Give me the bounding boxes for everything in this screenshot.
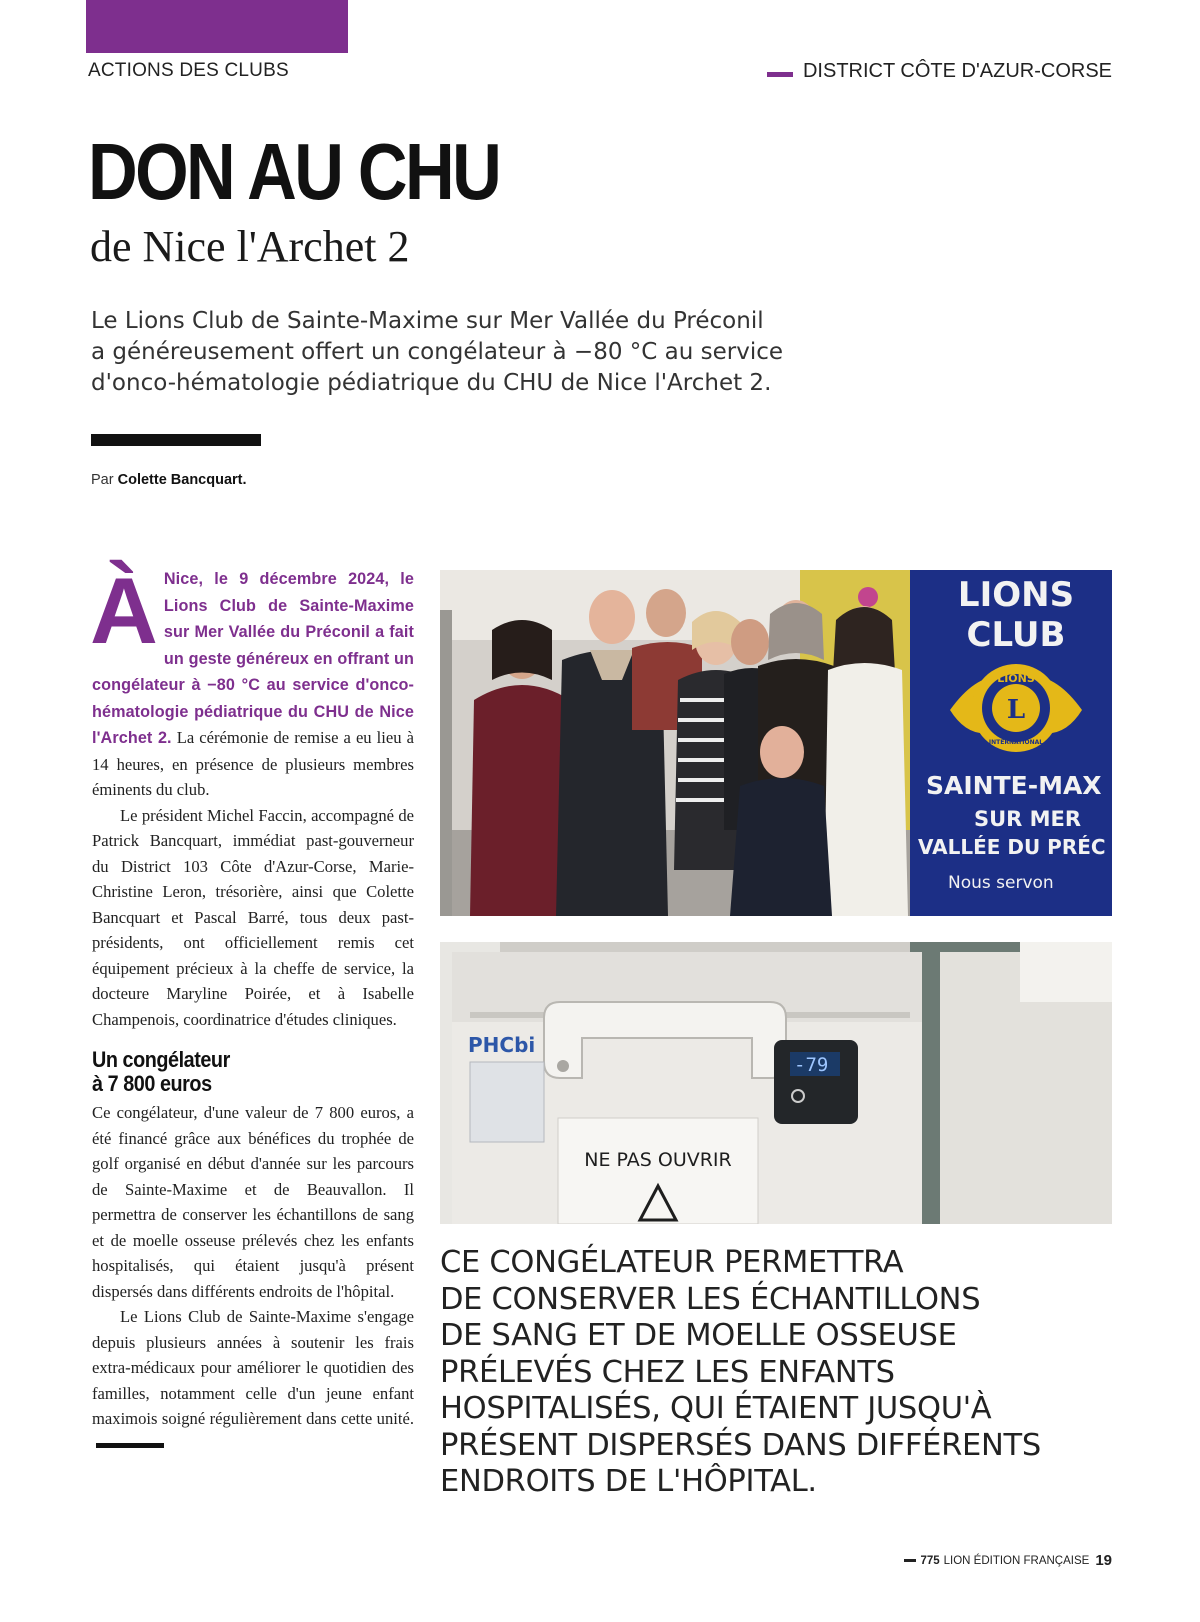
district-dash [767,72,793,77]
drop-cap: À [90,558,158,663]
intro-text: La cérémonie de remise a eu lieu à 14 heures, en présence de plusieurs membres éminents du club. [92,728,414,799]
closing-text: Le Lions Club de Sainte-Maxime s'engage depuis plusieurs années à soutenir les frais extra-médicaux pour améliorer le quotidien des familles, notamment celle d'un jeune enfant maximois soigné régulièrement dans cette unité. [92,1307,414,1428]
warning-sign [558,1118,758,1224]
group-photo [440,570,1112,916]
article-body [90,558,414,1457]
district-text: DISTRICT CÔTE D'AZUR-CORSE [802,60,1112,82]
banner-text-sur-mer: SUR MER [974,807,1082,831]
pull-quote-line: HOSPITALISÉS, QUI ÉTAIENT JUSQU'À [440,1391,992,1426]
freezer-temperature-display: -79 [794,1054,829,1076]
lead-line: a généreusement offert un congélateur à −80 °C au service [91,339,784,365]
freezer-photo-illustration [440,942,1112,1224]
body-paragraph: Ce congélateur, d'une valeur de 7 800 euros, a été financé grâce aux bénéfices du trophée de golf organisé en début d'année sur les parcours de Sainte-Maxime et de Beauvallon. Il permettra de conserver les échantillons de sang et de moelle osseuse prélevés chez les enfants hospitalisés, qui étaient jusqu'à présent dispersés dans différents endroits de l'hôpital. [92,1103,414,1301]
issue-number: 775 [920,1554,940,1567]
article-title: DON AU CHU [88,127,500,216]
lead-line: d'onco-hématologie pédiatrique du CHU de Nice l'Archet 2. [91,370,772,396]
district-label [767,60,1112,83]
subheading [92,1048,382,1096]
pull-quote-line: DE SANG ET DE MOELLE OSSEUSE [440,1318,957,1353]
article-lead [91,306,871,399]
subheading-line: Un congélateur [92,1047,230,1072]
banner-text-club: CLUB [966,615,1066,655]
freezer-brand-text: PHCbi [468,1033,536,1057]
banner-text-vallee: VALLÉE DU PRÉC [918,835,1106,859]
byline [91,472,247,488]
pull-quote-line: PRÉLEVÉS CHEZ LES ENFANTS [440,1354,895,1390]
lead-rule [91,434,261,446]
body-paragraph-last [92,1304,414,1457]
warning-sign-text: NE PAS OUVRIR [584,1149,732,1171]
page-footer [904,1552,1112,1569]
article-subtitle: de Nice l'Archet 2 [90,222,410,271]
pull-quote-line: PRÉSENT DISPERSÉS DANS DIFFÉRENTS [440,1427,1041,1463]
pull-quote-line: DE CONSERVER LES ÉCHANTILLONS [440,1281,981,1317]
byline-author: Colette Bancquart. [117,472,247,488]
emblem-letter: L [1006,695,1026,725]
freezer-photo [440,942,1112,1224]
banner-text-lions: LIONS [957,575,1075,615]
byline-prefix: Par [91,472,114,488]
publication-name: LION ÉDITION FRANÇAISE [943,1554,1090,1567]
section-label: ACTIONS DES CLUBS [88,60,289,81]
emblem-top-text: LIONS [997,672,1035,685]
emblem-bottom-text: INTERNATIONAL [988,739,1044,746]
footer-dash [904,1559,916,1562]
section-color-bar [86,0,348,53]
banner-text-sainte-maxime: SAINTE-MAX [926,771,1102,800]
pull-quote [440,1245,1120,1501]
subheading-line: à 7 800 euros [92,1071,212,1096]
page-number: 19 [1095,1552,1112,1569]
body-paragraph: Le président Michel Faccin, accompagné de Patrick Bancquart, immédiat past-gouverneur du District 103 Côte d'Azur-Corse, Marie-Christine Leron, trésorière, ainsi que Colette Bancquart et Pascal Barré, tous deux past-présidents, ont officiellement remis cet équipement précieux à la cheffe de service, la docteure Maryline Poirée, et à Isabelle Champenois, coordinatrice d'études cliniques. [92,805,414,1029]
intro-bold-text: Nice, le 9 décembre 2024, le Lions Club de Sainte-Maxime sur Mer Vallée du Préconil a fait un geste généreux en offrant un congélateur à −80 °C au service d'onco-hématologie pédiatrique du CHU de Nice l'Archet 2. [92,570,414,747]
pull-quote-line: ENDROITS DE L'HÔPITAL. [440,1464,817,1499]
banner-text-motto: Nous servon [948,873,1054,893]
pull-quote-line: CE CONGÉLATEUR PERMETTRA [440,1245,904,1280]
lead-line: Le Lions Club de Sainte-Maxime sur Mer Vallée du Préconil [91,308,764,334]
end-mark [96,1443,164,1448]
group-photo-illustration [440,570,1112,916]
intro-paragraph [90,558,414,803]
